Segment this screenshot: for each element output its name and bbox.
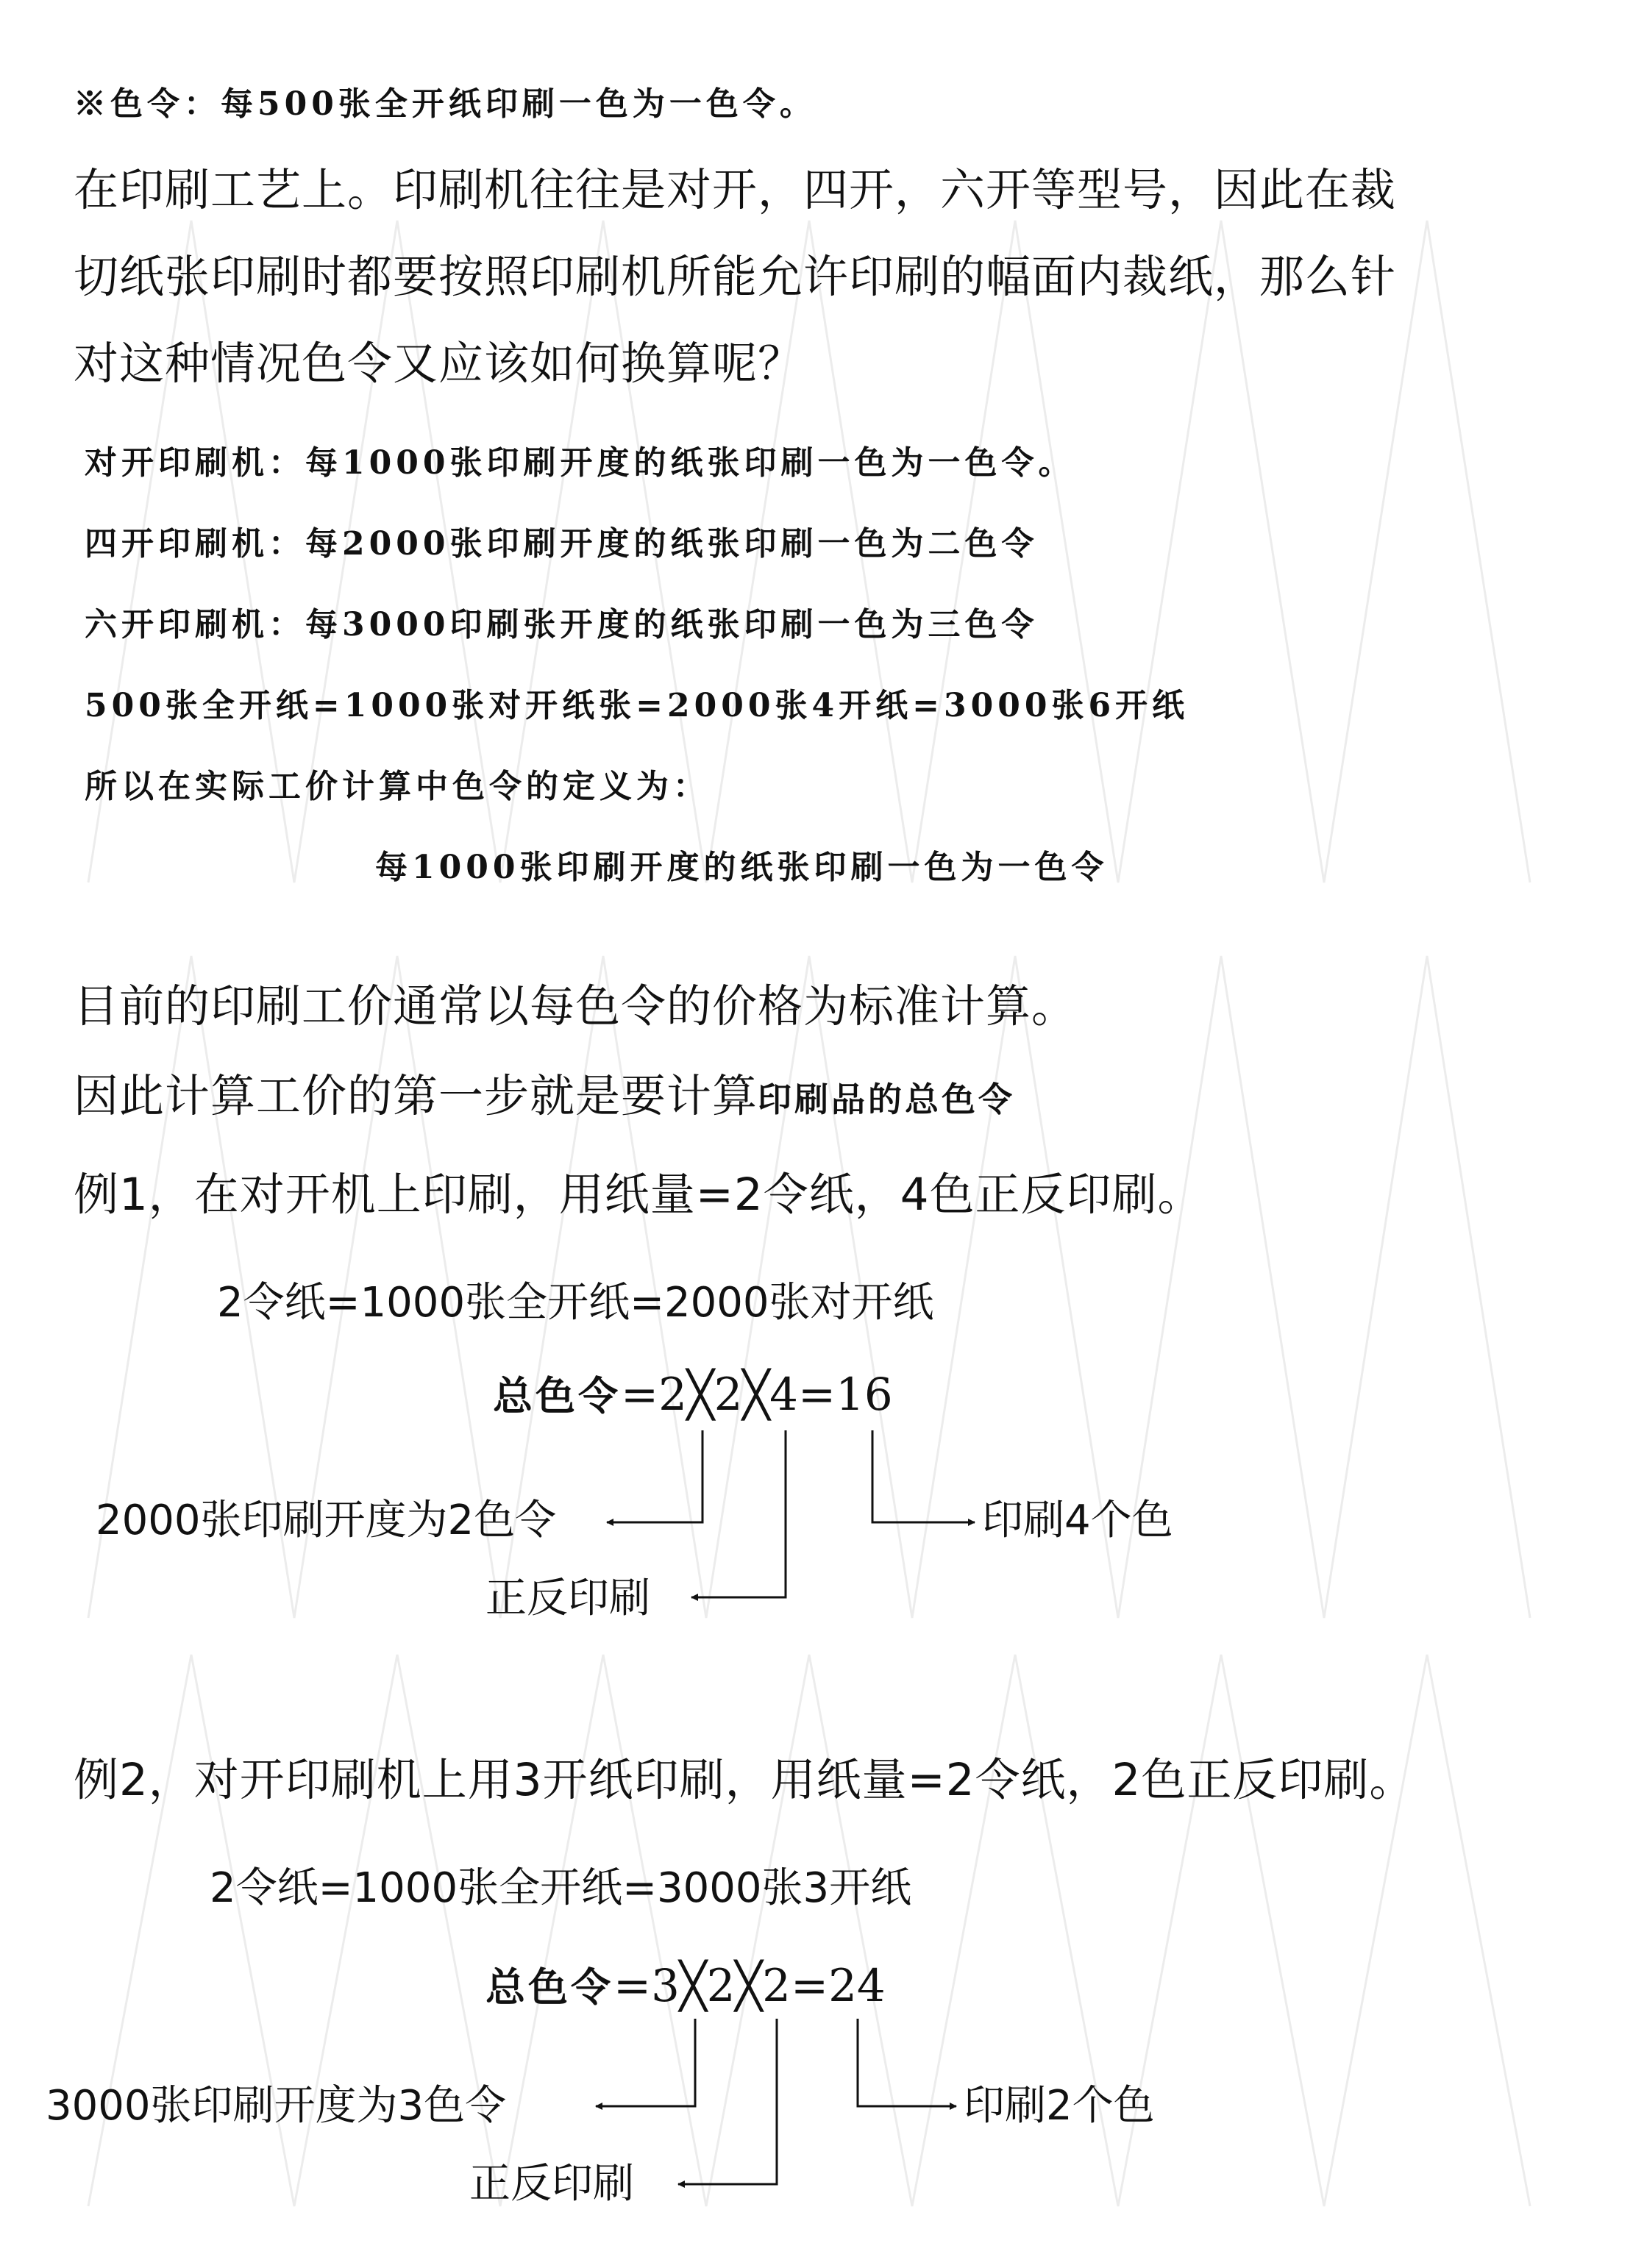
- example-1-title: 例1，在对开机上印刷，用纸量=2令纸，4色正反印刷。: [74, 1169, 1203, 1221]
- example-1-formula-lead: 总色令: [493, 1372, 621, 1419]
- intro-paragraph-line-1: 在印刷工艺上。印刷机往往是对开，四开，六开等型号，因此在裁: [74, 164, 1397, 216]
- intro-paragraph-line-3: 对这种情况色令又应该如何换算呢？: [74, 338, 804, 390]
- example-2-label-right: 印刷2个色: [964, 2082, 1155, 2130]
- example-1-label-middle: 正反印刷: [485, 1575, 650, 1622]
- rule-quarter-sheet-press: 四开印刷机：每2000张印刷开度的纸张印刷一色为二色令: [85, 525, 1039, 563]
- example-2-arrow-middle: [678, 2019, 777, 2184]
- color-ream-definition: ※色令：每500张全开纸印刷一色为一色令。: [74, 85, 816, 123]
- example-1-conversion: 2令纸=1000张全开纸=2000张对开纸: [217, 1279, 934, 1327]
- example-2-conversion: 2令纸=1000张全开纸=3000张3开纸: [210, 1864, 912, 1912]
- example-1-arrow-right: [872, 1430, 975, 1522]
- conclusion-definition: 每1000张印刷开度的纸张印刷一色为一色令: [375, 849, 1109, 886]
- example-2-arrow-right: [858, 2019, 956, 2106]
- sheet-equivalence: 500张全开纸=1000张对开纸张=2000张4开纸=3000张6开纸: [85, 687, 1189, 724]
- example-1-label-left: 2000张印刷开度为2色令: [96, 1497, 557, 1544]
- example-2-label-middle: 正反印刷: [469, 2160, 634, 2208]
- rule-sixth-sheet-press: 六开印刷机：每3000印刷张开度的纸张印刷一色为三色令: [85, 606, 1039, 643]
- example-1-arrow-left: [607, 1430, 702, 1522]
- example-2-formula-lead: 总色令: [485, 1964, 613, 2011]
- example-1-label-right: 印刷4个色: [982, 1497, 1173, 1544]
- example-1-formula-rest: =2╳2╳4=16: [621, 1369, 893, 1421]
- intro-paragraph-line-2: 切纸张印刷时都要按照印刷机所能允许印刷的幅面内裁纸，那么针: [74, 251, 1397, 303]
- conclusion-lead: 所以在实际工价计算中色令的定义为：: [85, 768, 710, 805]
- rule-half-sheet-press: 对开印刷机：每1000张印刷开度的纸张印刷一色为一色令。: [85, 444, 1075, 482]
- example-2-arrow-left: [596, 2019, 695, 2106]
- pricing-line-1: 目前的印刷工价通常以每色令的价格为标准计算。: [74, 980, 1078, 1033]
- pricing-line-2-emphasis: 印刷品的总色令: [758, 1080, 1016, 1119]
- pricing-line-2-text: 因此计算工价的第一步就是要计算: [74, 1070, 758, 1122]
- example-1-arrow-middle: [691, 1430, 786, 1597]
- example-2-label-left: 3000张印刷开度为3色令: [46, 2082, 507, 2130]
- example-2-title: 例2，对开印刷机上用3开纸印刷，用纸量=2令纸，2色正反印刷。: [74, 1754, 1415, 1806]
- example-2-formula-rest: =3╳2╳2=24: [613, 1960, 886, 2012]
